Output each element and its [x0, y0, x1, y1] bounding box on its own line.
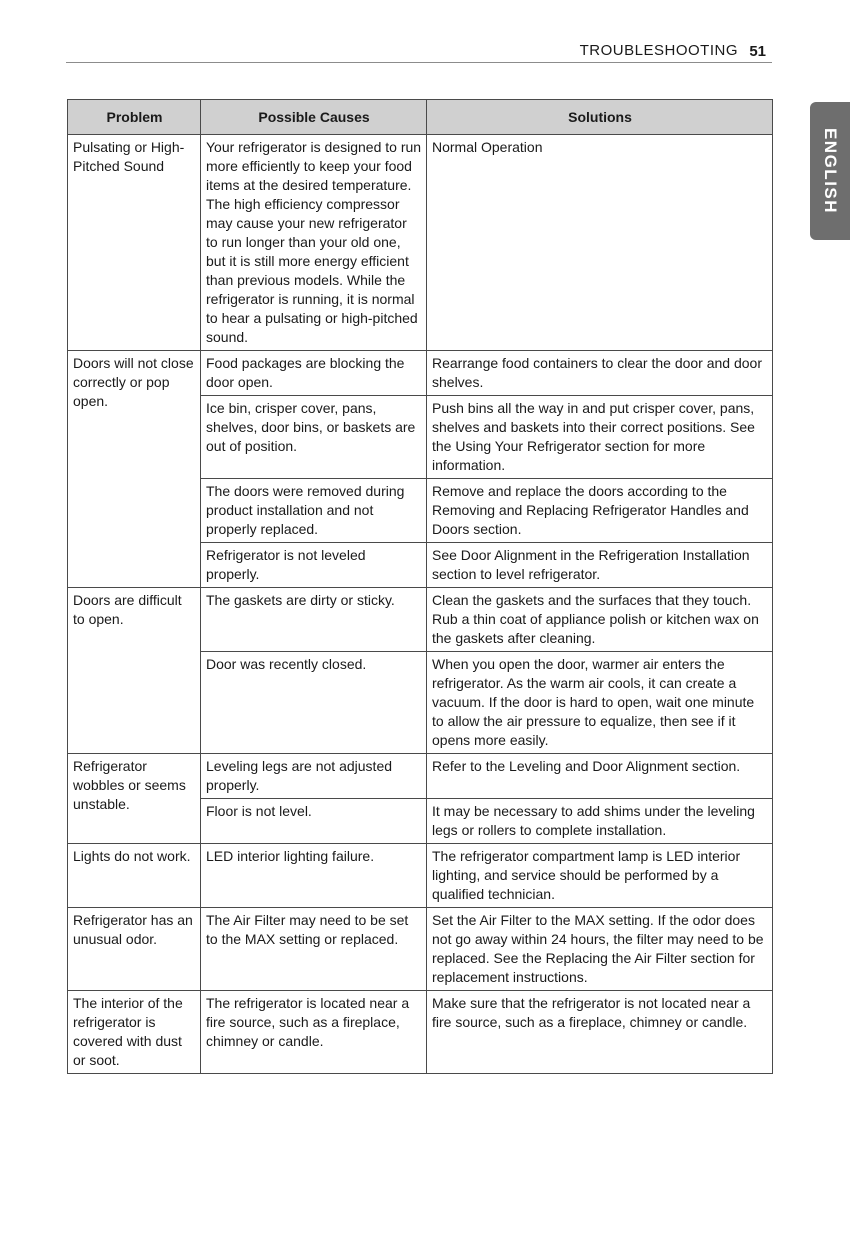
section-title: TROUBLESHOOTING: [579, 42, 738, 59]
problem-cell: Lights do not work.: [68, 844, 201, 908]
language-tab: [810, 102, 850, 240]
solution-cell: When you open the door, warmer air enters the refrigerator. As the warm air cools, it can create a vacuum. If the door is hard to open, wait one minute to allow the air pressure to equalize, then see if it opens more easily.: [427, 652, 773, 754]
cause-cell: The doors were removed during product installation and not properly replaced.: [201, 479, 427, 543]
table-row: [68, 754, 773, 799]
cause-cell: Door was recently closed.: [201, 652, 427, 754]
table-row: [68, 135, 773, 351]
cause-cell: The gaskets are dirty or sticky.: [201, 588, 427, 652]
solution-cell: Rearrange food containers to clear the door and door shelves.: [427, 351, 773, 396]
table-row: [68, 991, 773, 1074]
language-tab-label: ENGLISH: [821, 127, 840, 215]
cause-cell: The Air Filter may need to be set to the MAX setting or replaced.: [201, 908, 427, 991]
problem-cell: Doors will not close correctly or pop open.: [68, 351, 201, 588]
table-row: [68, 844, 773, 908]
cause-cell: The refrigerator is located near a fire source, such as a fireplace, chimney or candle.: [201, 991, 427, 1074]
table-header-row: [68, 100, 773, 135]
cause-cell: Your refrigerator is designed to run more efficiently to keep your food items at the desired temperature. The high efficiency compressor may cause your new refrigerator to run longer than your old one, but it is still more energy efficient than previous models. While the refrigerator is running, it is normal to hear a pulsating or high-pitched sound.: [201, 135, 427, 351]
table-row: [68, 351, 773, 396]
cause-cell: Ice bin, crisper cover, pans, shelves, door bins, or baskets are out of position.: [201, 396, 427, 479]
problem-cell: Doors are difficult to open.: [68, 588, 201, 754]
cause-cell: Refrigerator is not leveled properly.: [201, 543, 427, 588]
cause-cell: LED interior lighting failure.: [201, 844, 427, 908]
table-row: [68, 908, 773, 991]
troubleshooting-table: [67, 99, 773, 1074]
solution-cell: Normal Operation: [427, 135, 773, 351]
solution-cell: It may be necessary to add shims under the leveling legs or rollers to complete installation.: [427, 799, 773, 844]
solution-cell: The refrigerator compartment lamp is LED interior lighting, and service should be performed by a qualified technician.: [427, 844, 773, 908]
problem-cell: Pulsating or High-Pitched Sound: [68, 135, 201, 351]
column-header-solutions: Solutions: [427, 100, 773, 135]
problem-cell: Refrigerator wobbles or seems unstable.: [68, 754, 201, 844]
page-header: [66, 40, 772, 63]
column-header-problem: Problem: [68, 100, 201, 135]
table-row: [68, 588, 773, 652]
column-header-causes: Possible Causes: [201, 100, 427, 135]
solution-cell: Make sure that the refrigerator is not located near a fire source, such as a fireplace, chimney or candle.: [427, 991, 773, 1074]
solution-cell: Push bins all the way in and put crisper cover, pans, shelves and baskets into their correct positions. See the Using Your Refrigerator section for more information.: [427, 396, 773, 479]
cause-cell: Floor is not level.: [201, 799, 427, 844]
solution-cell: Remove and replace the doors according to the Removing and Replacing Refrigerator Handles and Doors section.: [427, 479, 773, 543]
page-number: 51: [749, 43, 766, 60]
solution-cell: See Door Alignment in the Refrigeration Installation section to level refrigerator.: [427, 543, 773, 588]
cause-cell: Leveling legs are not adjusted properly.: [201, 754, 427, 799]
cause-cell: Food packages are blocking the door open.: [201, 351, 427, 396]
problem-cell: Refrigerator has an unusual odor.: [68, 908, 201, 991]
problem-cell: The interior of the refrigerator is covered with dust or soot.: [68, 991, 201, 1074]
solution-cell: Clean the gaskets and the surfaces that they touch. Rub a thin coat of appliance polish or kitchen wax on the gaskets after cleaning.: [427, 588, 773, 652]
solution-cell: Set the Air Filter to the MAX setting. If the odor does not go away within 24 hours, the filter may need to be replaced. See the Replacing the Air Filter section for replacement instructions.: [427, 908, 773, 991]
solution-cell: Refer to the Leveling and Door Alignment section.: [427, 754, 773, 799]
